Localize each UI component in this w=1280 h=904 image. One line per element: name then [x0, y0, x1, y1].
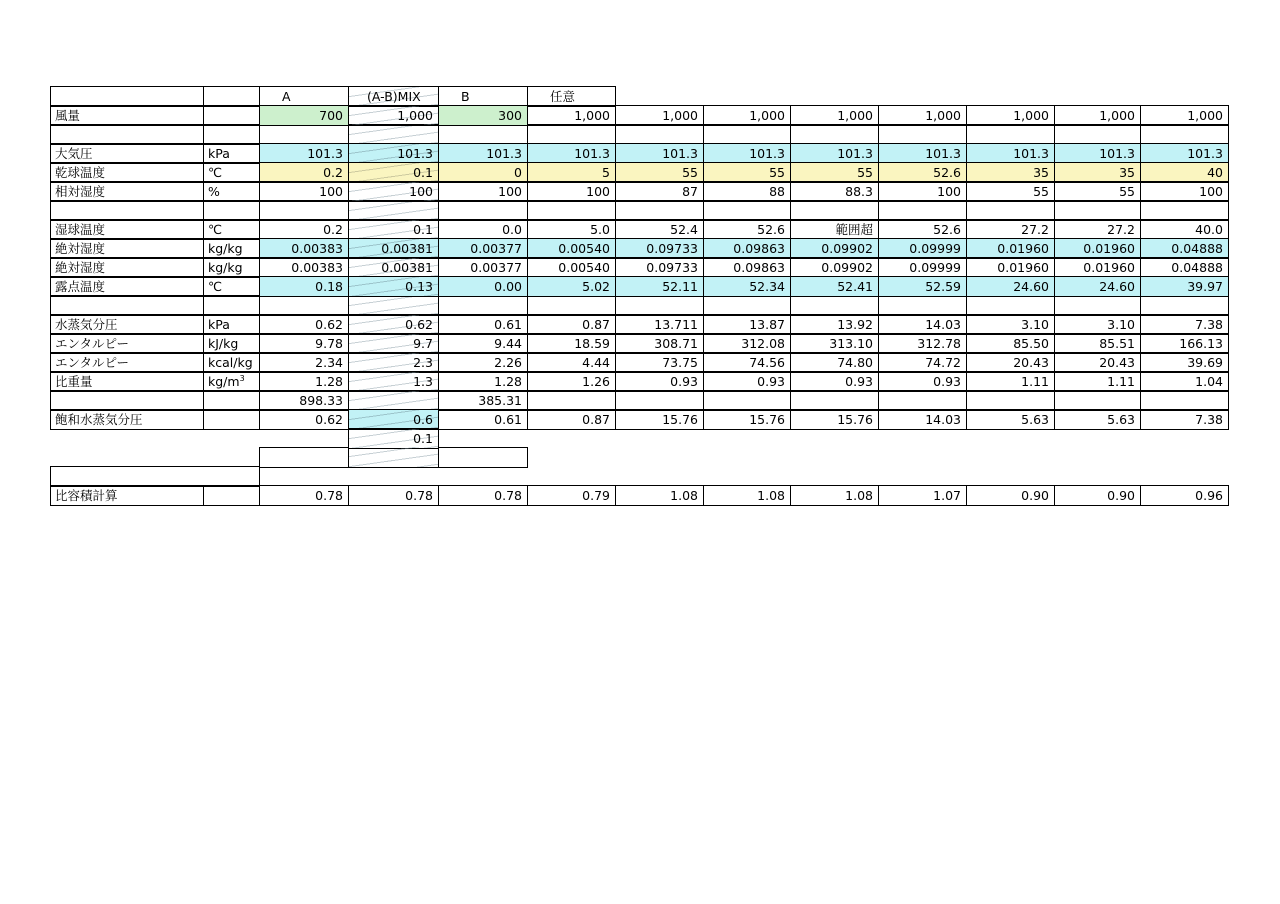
value-cell[interactable]: 0.01960: [1054, 238, 1141, 259]
value-cell[interactable]: 13.92: [790, 314, 879, 335]
blank-cell[interactable]: [527, 295, 616, 316]
value-cell[interactable]: 101.3: [527, 143, 616, 164]
value-cell[interactable]: 0.09999: [878, 238, 967, 259]
header-any[interactable]: 任意: [527, 86, 616, 107]
value-cell[interactable]: 20.43: [966, 352, 1055, 373]
value-cell[interactable]: 14.03: [878, 314, 967, 335]
value-cell[interactable]: 101.3: [1140, 143, 1229, 164]
value-cell[interactable]: 1.07: [878, 485, 967, 506]
value-cell[interactable]: 52.4: [615, 219, 704, 240]
value-cell[interactable]: 1,000: [1054, 105, 1141, 126]
value-cell[interactable]: 0.93: [878, 371, 967, 392]
value-cell[interactable]: 0.00377: [438, 238, 528, 259]
blank-cell[interactable]: [348, 124, 439, 145]
value-cell[interactable]: 0.1: [348, 219, 439, 240]
value-cell[interactable]: 1.3: [348, 371, 439, 392]
header-unit-cell[interactable]: [203, 86, 260, 107]
value-cell[interactable]: 9.78: [259, 333, 349, 354]
value-cell[interactable]: 35: [1054, 162, 1141, 183]
value-cell[interactable]: 0.00381: [348, 238, 439, 259]
value-cell[interactable]: 52.6: [703, 219, 791, 240]
row-label[interactable]: 絶対湿度: [50, 238, 204, 259]
value-cell[interactable]: 100: [527, 181, 616, 202]
value-cell[interactable]: 74.56: [703, 352, 791, 373]
value-cell[interactable]: 101.3: [615, 143, 704, 164]
value-cell[interactable]: 1.28: [259, 371, 349, 392]
value-cell[interactable]: 0: [438, 162, 528, 183]
value-cell[interactable]: 0.90: [966, 485, 1055, 506]
value-cell[interactable]: 0.00: [438, 276, 528, 297]
value-cell[interactable]: [348, 390, 439, 411]
value-cell[interactable]: 100: [438, 181, 528, 202]
blank-cell[interactable]: [966, 200, 1055, 221]
blank-cell[interactable]: [878, 124, 967, 145]
value-cell[interactable]: 1.08: [703, 485, 791, 506]
value-cell[interactable]: 0.93: [790, 371, 879, 392]
row-label-specific-volume[interactable]: 比容積計算: [50, 485, 204, 506]
value-cell[interactable]: [1054, 390, 1141, 411]
value-cell[interactable]: 101.3: [966, 143, 1055, 164]
row-label[interactable]: 大気圧: [50, 143, 204, 164]
row-unit[interactable]: kg/kg: [203, 257, 260, 278]
row-label[interactable]: 飽和水蒸気分圧: [50, 409, 204, 430]
blank-cell[interactable]: [878, 200, 967, 221]
row-label[interactable]: 水蒸気分圧: [50, 314, 204, 335]
value-cell[interactable]: 15.76: [703, 409, 791, 430]
value-cell[interactable]: 52.59: [878, 276, 967, 297]
value-cell[interactable]: 0.62: [259, 409, 349, 430]
value-cell[interactable]: 27.2: [1054, 219, 1141, 240]
blank-cell[interactable]: [438, 200, 528, 221]
value-cell[interactable]: 1,000: [878, 105, 967, 126]
value-cell[interactable]: 55: [615, 162, 704, 183]
blank-cell[interactable]: [966, 295, 1055, 316]
value-cell[interactable]: 100: [259, 181, 349, 202]
value-cell[interactable]: 0.04888: [1140, 238, 1229, 259]
blank-cell[interactable]: [1140, 200, 1229, 221]
value-cell[interactable]: 52.6: [878, 219, 967, 240]
row-unit[interactable]: kPa: [203, 143, 260, 164]
extra-blank-b[interactable]: [438, 447, 528, 468]
value-cell[interactable]: 0.87: [527, 409, 616, 430]
value-cell[interactable]: 7.38: [1140, 409, 1229, 430]
value-cell[interactable]: 0.0: [438, 219, 528, 240]
header-label-cell[interactable]: [50, 86, 204, 107]
value-cell[interactable]: 101.3: [1054, 143, 1141, 164]
value-cell[interactable]: 100: [1140, 181, 1229, 202]
value-cell[interactable]: 312.78: [878, 333, 967, 354]
value-cell[interactable]: 5.63: [966, 409, 1055, 430]
value-cell[interactable]: 0.79: [527, 485, 616, 506]
value-cell[interactable]: 0.93: [703, 371, 791, 392]
value-cell[interactable]: 0.01960: [1054, 257, 1141, 278]
row-label[interactable]: エンタルピー: [50, 333, 204, 354]
value-cell[interactable]: 9.44: [438, 333, 528, 354]
row-unit[interactable]: ℃: [203, 276, 260, 297]
value-cell[interactable]: 101.3: [259, 143, 349, 164]
value-cell[interactable]: 18.59: [527, 333, 616, 354]
row-unit[interactable]: kPa: [203, 314, 260, 335]
value-cell[interactable]: 0.00383: [259, 257, 349, 278]
value-cell[interactable]: 0.13: [348, 276, 439, 297]
value-cell[interactable]: 1,000: [703, 105, 791, 126]
blank-cell[interactable]: [615, 124, 704, 145]
value-cell[interactable]: 1.26: [527, 371, 616, 392]
value-cell[interactable]: 1,000: [1140, 105, 1229, 126]
value-cell[interactable]: 20.43: [1054, 352, 1141, 373]
value-cell[interactable]: 0.01960: [966, 257, 1055, 278]
value-cell[interactable]: 3.10: [966, 314, 1055, 335]
value-cell[interactable]: 2.26: [438, 352, 528, 373]
value-cell[interactable]: 0.78: [438, 485, 528, 506]
row-unit[interactable]: kJ/kg: [203, 333, 260, 354]
value-cell[interactable]: 1,000: [527, 105, 616, 126]
row-unit[interactable]: [203, 409, 260, 430]
blank-cell[interactable]: [1140, 295, 1229, 316]
value-cell[interactable]: 13.87: [703, 314, 791, 335]
blank-cell[interactable]: [615, 200, 704, 221]
value-cell[interactable]: 15.76: [615, 409, 704, 430]
extra-blank-a[interactable]: [259, 447, 349, 468]
blank-cell[interactable]: [1054, 295, 1141, 316]
blank-cell[interactable]: [790, 124, 879, 145]
value-cell[interactable]: 101.3: [703, 143, 791, 164]
row-unit[interactable]: $kg/m^3$: [203, 371, 260, 392]
value-cell[interactable]: 101.3: [348, 143, 439, 164]
value-cell[interactable]: 0.09902: [790, 257, 879, 278]
value-cell[interactable]: 101.3: [790, 143, 879, 164]
value-cell[interactable]: 0.2: [259, 162, 349, 183]
value-cell[interactable]: 1.08: [790, 485, 879, 506]
row-label[interactable]: 絶対湿度: [50, 257, 204, 278]
value-cell[interactable]: 1.11: [1054, 371, 1141, 392]
value-cell[interactable]: 0.04888: [1140, 257, 1229, 278]
value-cell[interactable]: 85.50: [966, 333, 1055, 354]
value-cell[interactable]: 5.0: [527, 219, 616, 240]
blank-cell[interactable]: [1140, 124, 1229, 145]
value-cell[interactable]: 700: [259, 105, 349, 126]
value-cell[interactable]: 39.97: [1140, 276, 1229, 297]
value-cell[interactable]: 308.71: [615, 333, 704, 354]
value-cell[interactable]: [966, 390, 1055, 411]
value-cell[interactable]: 0.09733: [615, 238, 704, 259]
blank-cell[interactable]: [790, 200, 879, 221]
blank-cell[interactable]: [259, 124, 349, 145]
blank-cell[interactable]: [259, 200, 349, 221]
value-cell[interactable]: [615, 390, 704, 411]
value-cell[interactable]: 55: [966, 181, 1055, 202]
value-cell[interactable]: [1140, 390, 1229, 411]
blank-cell[interactable]: [615, 295, 704, 316]
value-cell[interactable]: [527, 390, 616, 411]
value-cell[interactable]: 0.96: [1140, 485, 1229, 506]
blank-cell[interactable]: [703, 200, 791, 221]
value-cell[interactable]: 1,000: [615, 105, 704, 126]
row-unit[interactable]: kcal/kg: [203, 352, 260, 373]
value-cell[interactable]: 1.08: [615, 485, 704, 506]
value-cell[interactable]: 1.04: [1140, 371, 1229, 392]
value-cell[interactable]: 300: [438, 105, 528, 126]
value-cell[interactable]: 52.11: [615, 276, 704, 297]
value-cell[interactable]: 0.90: [1054, 485, 1141, 506]
blank-cell[interactable]: [203, 295, 260, 316]
value-cell[interactable]: 9.7: [348, 333, 439, 354]
value-cell[interactable]: 40: [1140, 162, 1229, 183]
value-cell[interactable]: 4.44: [527, 352, 616, 373]
blank-cell[interactable]: [438, 124, 528, 145]
blank-cell[interactable]: [203, 124, 260, 145]
row-label[interactable]: 乾球温度: [50, 162, 204, 183]
value-cell[interactable]: 40.0: [1140, 219, 1229, 240]
value-cell[interactable]: 85.51: [1054, 333, 1141, 354]
blank-cell[interactable]: [527, 200, 616, 221]
blank-cell[interactable]: [348, 295, 439, 316]
header-b[interactable]: B: [438, 86, 528, 107]
value-cell[interactable]: 312.08: [703, 333, 791, 354]
value-cell[interactable]: 24.60: [966, 276, 1055, 297]
value-cell[interactable]: 52.41: [790, 276, 879, 297]
value-cell[interactable]: 0.09733: [615, 257, 704, 278]
blank-cell[interactable]: [703, 124, 791, 145]
value-cell[interactable]: 0.78: [259, 485, 349, 506]
value-cell[interactable]: 24.60: [1054, 276, 1141, 297]
row-unit[interactable]: ℃: [203, 162, 260, 183]
blank-cell[interactable]: [348, 200, 439, 221]
value-cell[interactable]: 5.02: [527, 276, 616, 297]
blank-cell[interactable]: [50, 200, 204, 221]
value-cell[interactable]: 898.33: [259, 390, 349, 411]
value-cell[interactable]: 27.2: [966, 219, 1055, 240]
row-unit[interactable]: %: [203, 181, 260, 202]
value-cell[interactable]: 1.28: [438, 371, 528, 392]
value-cell[interactable]: 0.62: [348, 314, 439, 335]
value-cell[interactable]: 0.62: [259, 314, 349, 335]
value-cell[interactable]: 0.18: [259, 276, 349, 297]
value-cell[interactable]: 88: [703, 181, 791, 202]
blank-cell[interactable]: [966, 124, 1055, 145]
value-cell[interactable]: 0.61: [438, 314, 528, 335]
row-label[interactable]: 露点温度: [50, 276, 204, 297]
blank-cell[interactable]: [203, 200, 260, 221]
blank-cell[interactable]: [527, 124, 616, 145]
value-cell[interactable]: 0.09863: [703, 257, 791, 278]
value-cell[interactable]: 0.6: [348, 409, 439, 430]
value-cell[interactable]: 39.69: [1140, 352, 1229, 373]
blank-cell[interactable]: [1054, 124, 1141, 145]
value-cell[interactable]: 0.93: [615, 371, 704, 392]
blank-cell[interactable]: [790, 295, 879, 316]
value-cell[interactable]: 5: [527, 162, 616, 183]
value-cell[interactable]: 13.711: [615, 314, 704, 335]
value-cell[interactable]: 52.6: [878, 162, 967, 183]
value-cell[interactable]: [703, 390, 791, 411]
value-cell[interactable]: 0.01960: [966, 238, 1055, 259]
empty-box[interactable]: [50, 466, 260, 487]
value-cell[interactable]: 1,000: [966, 105, 1055, 126]
value-cell[interactable]: 52.34: [703, 276, 791, 297]
value-cell[interactable]: 35: [966, 162, 1055, 183]
header-mix[interactable]: (A-B)MIX: [348, 86, 439, 107]
value-cell[interactable]: 14.03: [878, 409, 967, 430]
value-cell[interactable]: [790, 390, 879, 411]
value-cell[interactable]: 0.00377: [438, 257, 528, 278]
value-cell[interactable]: 1,000: [348, 105, 439, 126]
blank-cell[interactable]: [703, 295, 791, 316]
blank-cell[interactable]: [50, 295, 204, 316]
blank-cell[interactable]: [878, 295, 967, 316]
value-cell[interactable]: 0.00540: [527, 238, 616, 259]
value-cell[interactable]: 2.34: [259, 352, 349, 373]
blank-cell[interactable]: [1054, 200, 1141, 221]
blank-cell[interactable]: [50, 124, 204, 145]
row-label[interactable]: 相対湿度: [50, 181, 204, 202]
value-cell[interactable]: 0.00381: [348, 257, 439, 278]
value-cell[interactable]: 88.3: [790, 181, 879, 202]
value-cell[interactable]: 1.11: [966, 371, 1055, 392]
value-cell[interactable]: 385.31: [438, 390, 528, 411]
value-cell[interactable]: 55: [703, 162, 791, 183]
value-cell[interactable]: 0.00540: [527, 257, 616, 278]
row-unit[interactable]: kg/kg: [203, 238, 260, 259]
row-unit[interactable]: [203, 105, 260, 126]
value-cell[interactable]: 0.87: [527, 314, 616, 335]
value-cell[interactable]: 0.09863: [703, 238, 791, 259]
value-cell[interactable]: 101.3: [878, 143, 967, 164]
row-label[interactable]: エンタルピー: [50, 352, 204, 373]
row-label[interactable]: 湿球温度: [50, 219, 204, 240]
value-cell[interactable]: 15.76: [790, 409, 879, 430]
value-cell[interactable]: 7.38: [1140, 314, 1229, 335]
value-cell[interactable]: [878, 390, 967, 411]
blank-cell[interactable]: [259, 295, 349, 316]
value-cell[interactable]: 0.09902: [790, 238, 879, 259]
row-label[interactable]: 風量: [50, 105, 204, 126]
value-cell[interactable]: 0.09999: [878, 257, 967, 278]
value-cell[interactable]: 0.00383: [259, 238, 349, 259]
blank-cell[interactable]: [438, 295, 528, 316]
row-unit[interactable]: ℃: [203, 219, 260, 240]
mix-extra-blank[interactable]: [348, 447, 439, 468]
value-cell[interactable]: 55: [1054, 181, 1141, 202]
row-label[interactable]: 比重量: [50, 371, 204, 392]
row-label[interactable]: [50, 390, 204, 411]
value-cell[interactable]: 0.2: [259, 219, 349, 240]
value-cell[interactable]: 100: [348, 181, 439, 202]
value-cell[interactable]: 74.80: [790, 352, 879, 373]
value-cell[interactable]: 5.63: [1054, 409, 1141, 430]
value-cell[interactable]: 0.78: [348, 485, 439, 506]
value-cell[interactable]: 73.75: [615, 352, 704, 373]
value-cell[interactable]: 166.13: [1140, 333, 1229, 354]
row-unit[interactable]: [203, 390, 260, 411]
value-cell[interactable]: 0.1: [348, 162, 439, 183]
mix-extra-value[interactable]: 0.1: [348, 428, 439, 449]
value-cell[interactable]: 74.72: [878, 352, 967, 373]
value-cell[interactable]: 3.10: [1054, 314, 1141, 335]
value-cell[interactable]: 87: [615, 181, 704, 202]
value-cell[interactable]: 範囲超: [790, 219, 879, 240]
unit-superscript: 3: [239, 373, 245, 383]
value-cell[interactable]: 1,000: [790, 105, 879, 126]
value-cell[interactable]: 0.61: [438, 409, 528, 430]
value-cell[interactable]: 313.10: [790, 333, 879, 354]
row-unit[interactable]: [203, 485, 260, 506]
value-cell[interactable]: 2.3: [348, 352, 439, 373]
value-cell[interactable]: 101.3: [438, 143, 528, 164]
value-cell[interactable]: 55: [790, 162, 879, 183]
header-a[interactable]: A: [259, 86, 349, 107]
value-cell[interactable]: 100: [878, 181, 967, 202]
